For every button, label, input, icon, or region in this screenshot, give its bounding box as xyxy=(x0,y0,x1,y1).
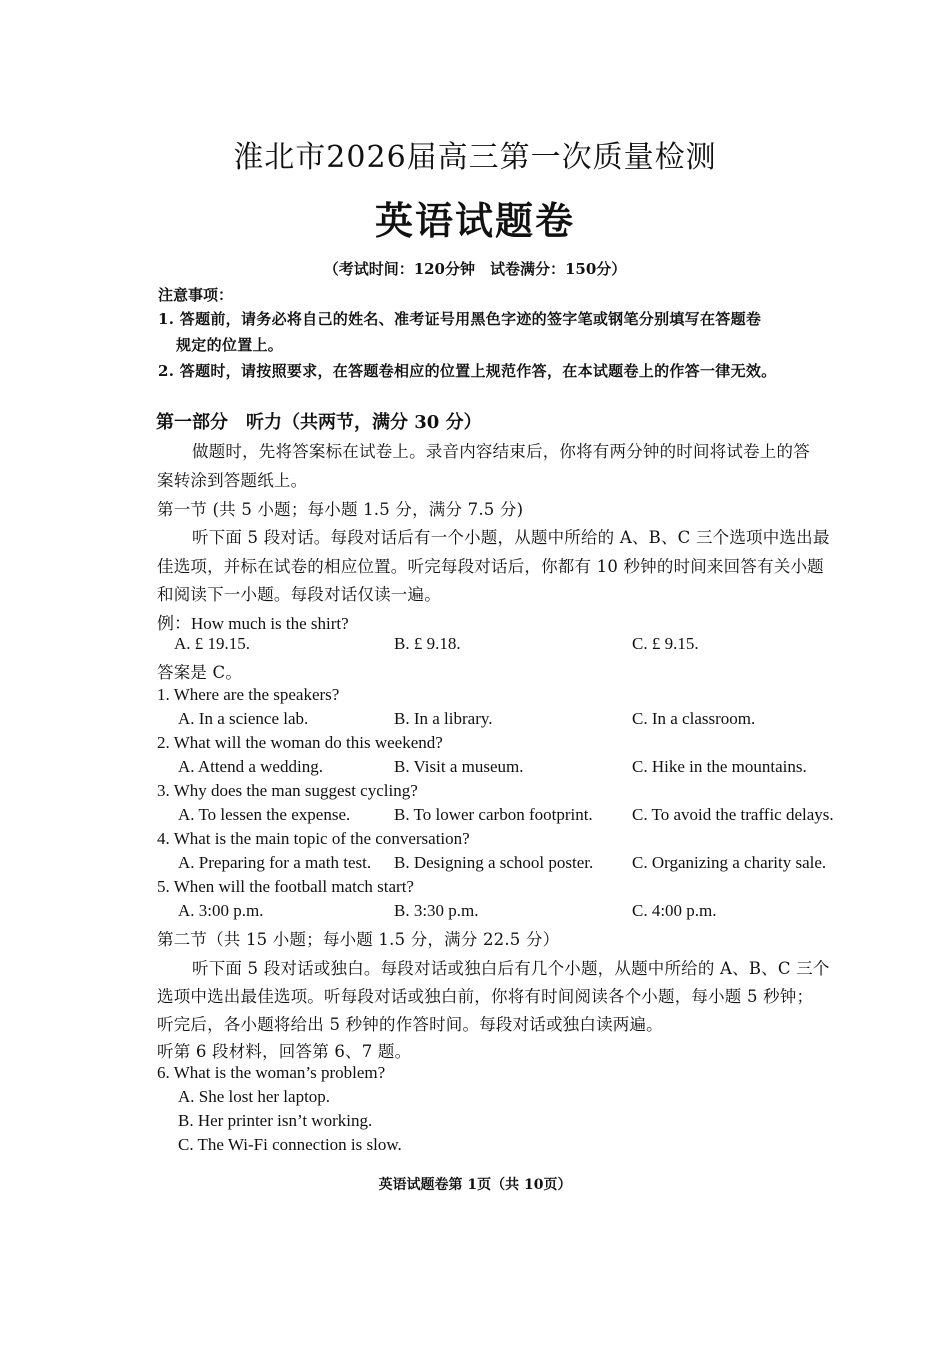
section2-instructions-2: 选项中选出最佳选项。听每段对话或独白前，你将有时间阅读各个小题，每小题 5 秒钟； xyxy=(157,987,814,1006)
exam-title: 淮北市2026届高三第一次质量检测 xyxy=(233,140,717,175)
question-1-option-b: B. In a library. xyxy=(394,709,493,728)
question-3-option-a: A. To lessen the expense. xyxy=(178,805,351,824)
part1-intro: 做题时，先将答案标在试卷上。录音内容结束后，你将有两分钟的时间将试卷上的答 xyxy=(192,442,810,461)
question-4: 4. What is the main topic of the conversation? xyxy=(157,829,470,848)
question-3-option-c: C. To avoid the traffic delays. xyxy=(632,805,834,824)
question-3: 3. Why does the man suggest cycling? xyxy=(157,781,418,800)
example-option-a: A. £ 19.15. xyxy=(174,634,251,653)
example-answer: 答案是 C。 xyxy=(157,663,243,682)
question-4-option-a: A. Preparing for a math test. xyxy=(178,853,372,872)
section1-heading: 第一节 (共 5 小题；每小题 1.5 分，满分 7.5 分) xyxy=(157,500,524,519)
notice-item-2: 2. 答题时，请按照要求，在答题卷相应的位置上规范作答，在本试题卷上的作答一律无效。 xyxy=(158,362,777,380)
question-5: 5. When will the football match start? xyxy=(157,877,414,896)
section2-heading: 第二节（共 15 小题；每小题 1.5 分，满分 22.5 分） xyxy=(157,930,560,949)
question-2-option-b: B. Visit a museum. xyxy=(394,757,524,776)
question-2-option-c: C. Hike in the mountains. xyxy=(632,757,807,776)
question-1-option-a: A. In a science lab. xyxy=(178,709,309,728)
example-option-b: B. £ 9.18. xyxy=(394,634,461,653)
notice-item-1-cont: 规定的位置上。 xyxy=(176,336,284,354)
question-5-option-b: B. 3:30 p.m. xyxy=(394,901,479,920)
question-6: 6. What is the woman’s problem? xyxy=(157,1063,386,1082)
section1-instructions-2: 佳选项，并标在试卷的相应位置。听完每段对话后，你都有 10 秒钟的时间来回答有关小题 xyxy=(157,557,824,576)
question-6-option-a: A. She lost her laptop. xyxy=(178,1087,331,1106)
example-question: 例：How much is the shirt? xyxy=(157,614,349,633)
part1-heading: 第一部分 听力（共两节，满分 30 分） xyxy=(156,412,482,433)
material-6-heading: 听第 6 段材料，回答第 6、7 题。 xyxy=(157,1042,412,1061)
exam-time-score: （考试时间：120分钟 试卷满分：150分） xyxy=(323,260,627,278)
question-2-option-a: A. Attend a wedding. xyxy=(178,757,323,776)
section2-instructions-3: 听完后，各小题将给出 5 秒钟的作答时间。每段对话或独白读两遍。 xyxy=(157,1015,663,1034)
question-1-option-c: C. In a classroom. xyxy=(632,709,756,728)
question-2: 2. What will the woman do this weekend? xyxy=(157,733,443,752)
notice-item-1: 1. 答题前，请务必将自己的姓名、准考证号用黑色字迹的签字笔或钢笔分别填写在答题卷 xyxy=(158,310,762,328)
question-1: 1. Where are the speakers? xyxy=(157,685,340,704)
question-6-option-b: B. Her printer isn’t working. xyxy=(178,1111,373,1130)
question-5-option-c: C. 4:00 p.m. xyxy=(632,901,717,920)
example-option-c: C. £ 9.15. xyxy=(632,634,699,653)
question-4-option-b: B. Designing a school poster. xyxy=(394,853,594,872)
page-footer: 英语试题卷第 1页（共 10页） xyxy=(378,1177,572,1193)
part1-intro-cont: 案转涂到答题纸上。 xyxy=(157,471,308,490)
notice-heading: 注意事项： xyxy=(158,286,234,304)
question-4-option-c: C. Organizing a charity sale. xyxy=(632,853,827,872)
question-5-option-a: A. 3:00 p.m. xyxy=(178,901,264,920)
section2-instructions: 听下面 5 段对话或独白。每段对话或独白后有几个小题，从题中所给的 A、B、C 三个 xyxy=(192,959,830,978)
question-6-option-c: C. The Wi-Fi connection is slow. xyxy=(178,1135,402,1154)
exam-subject-title: 英语试题卷 xyxy=(374,198,575,243)
question-3-option-b: B. To lower carbon footprint. xyxy=(394,805,593,824)
section1-instructions: 听下面 5 段对话。每段对话后有一个小题，从题中所给的 A、B、C 三个选项中选出最 xyxy=(192,528,830,547)
section1-instructions-3: 和阅读下一小题。每段对话仅读一遍。 xyxy=(157,585,441,604)
